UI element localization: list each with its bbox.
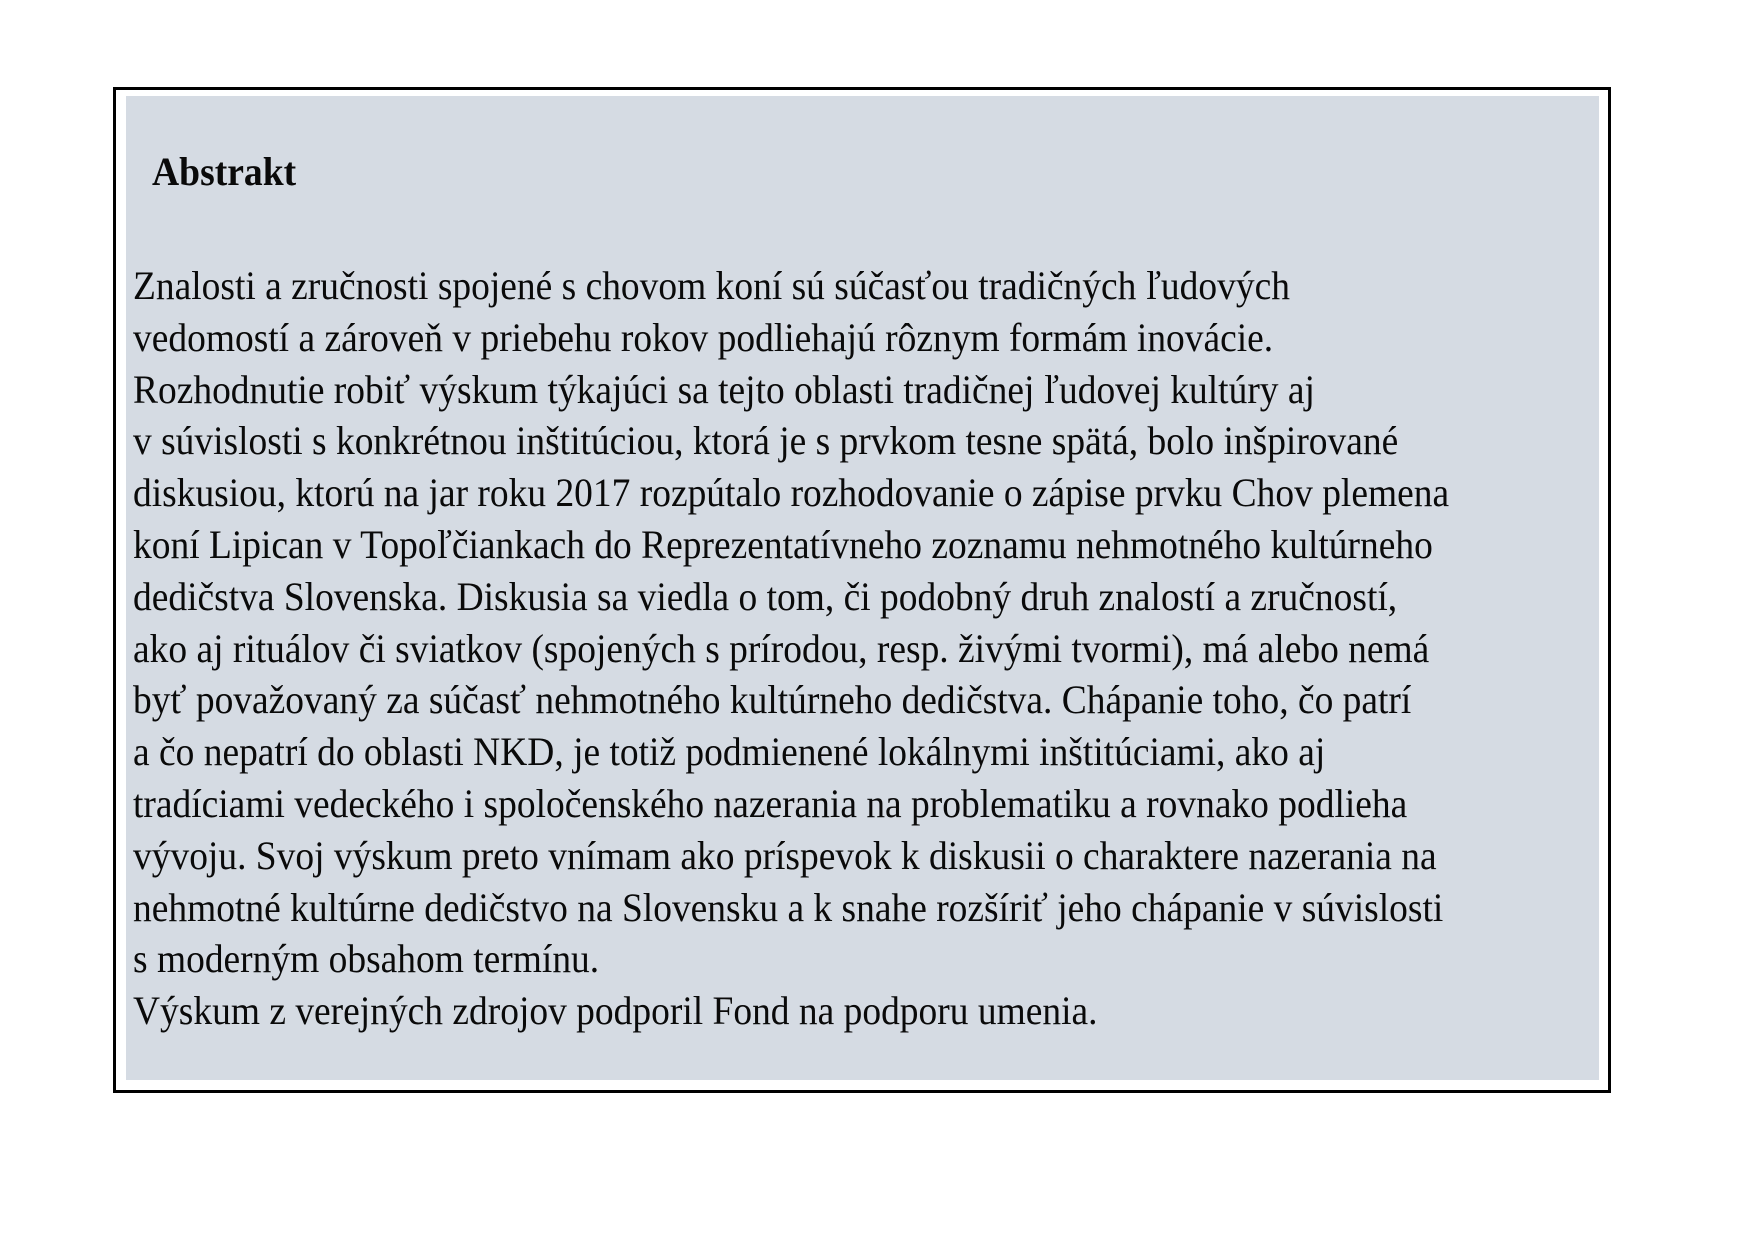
abstract-line: koní Lipican v Topoľčiankach do Reprezentatívneho zoznamu nehmotného kultúrneho <box>133 521 1433 567</box>
abstract-line: dedičstva Slovenska. Diskusia sa viedla o tom, či podobný druh znalostí a zručností, <box>133 573 1398 619</box>
abstract-line: ako aj rituálov či sviatkov (spojených s prírodou, resp. živými tvormi), má alebo nemá <box>133 625 1430 671</box>
abstract-line: v súvislosti s konkrétnou inštitúciou, ktorá je s prvkom tesne spätá, bolo inšpirované <box>133 418 1399 464</box>
abstract-line: vedomostí a zároveň v priebehu rokov podliehajú rôznym formám inovácie. <box>133 314 1274 360</box>
abstract-line: nehmotné kultúrne dedičstvo na Slovensku a k snahe rozšíriť jeho chápanie v súvislosti <box>133 884 1444 930</box>
abstract-line: byť považovaný za súčasť nehmotného kultúrneho dedičstva. Chápanie toho, čo patrí <box>133 677 1412 723</box>
abstract-body <box>133 260 1633 1037</box>
abstract-line: Rozhodnutie robiť výskum týkajúci sa tejto oblasti tradičnej ľudovej kultúry aj <box>133 366 1315 412</box>
abstract-line: Znalosti a zručnosti spojené s chovom koní sú súčasťou tradičných ľudových <box>133 263 1290 308</box>
funding-note: Výskum z verejných zdrojov podporil Fond na podporu umenia. <box>133 988 1098 1034</box>
abstract-heading: Abstrakt <box>152 149 297 194</box>
abstract-line: s moderným obsahom termínu. <box>133 936 600 982</box>
abstract-box <box>113 87 1611 1093</box>
abstract-line: vývoju. Svoj výskum preto vnímam ako príspevok k diskusii o charaktere nazerania na <box>133 832 1437 878</box>
abstract-line: diskusiou, ktorú na jar roku 2017 rozpútalo rozhodovanie o zápise prvku Chov plemena <box>133 470 1450 516</box>
abstract-line: tradíciami vedeckého i spoločenského nazerania na problematiku a rovnako podlieha <box>133 780 1408 826</box>
abstract-shaded-panel <box>126 96 1599 1080</box>
abstract-line: a čo nepatrí do oblasti NKD, je totiž podmienené lokálnymi inštitúciami, ako aj <box>133 729 1326 775</box>
